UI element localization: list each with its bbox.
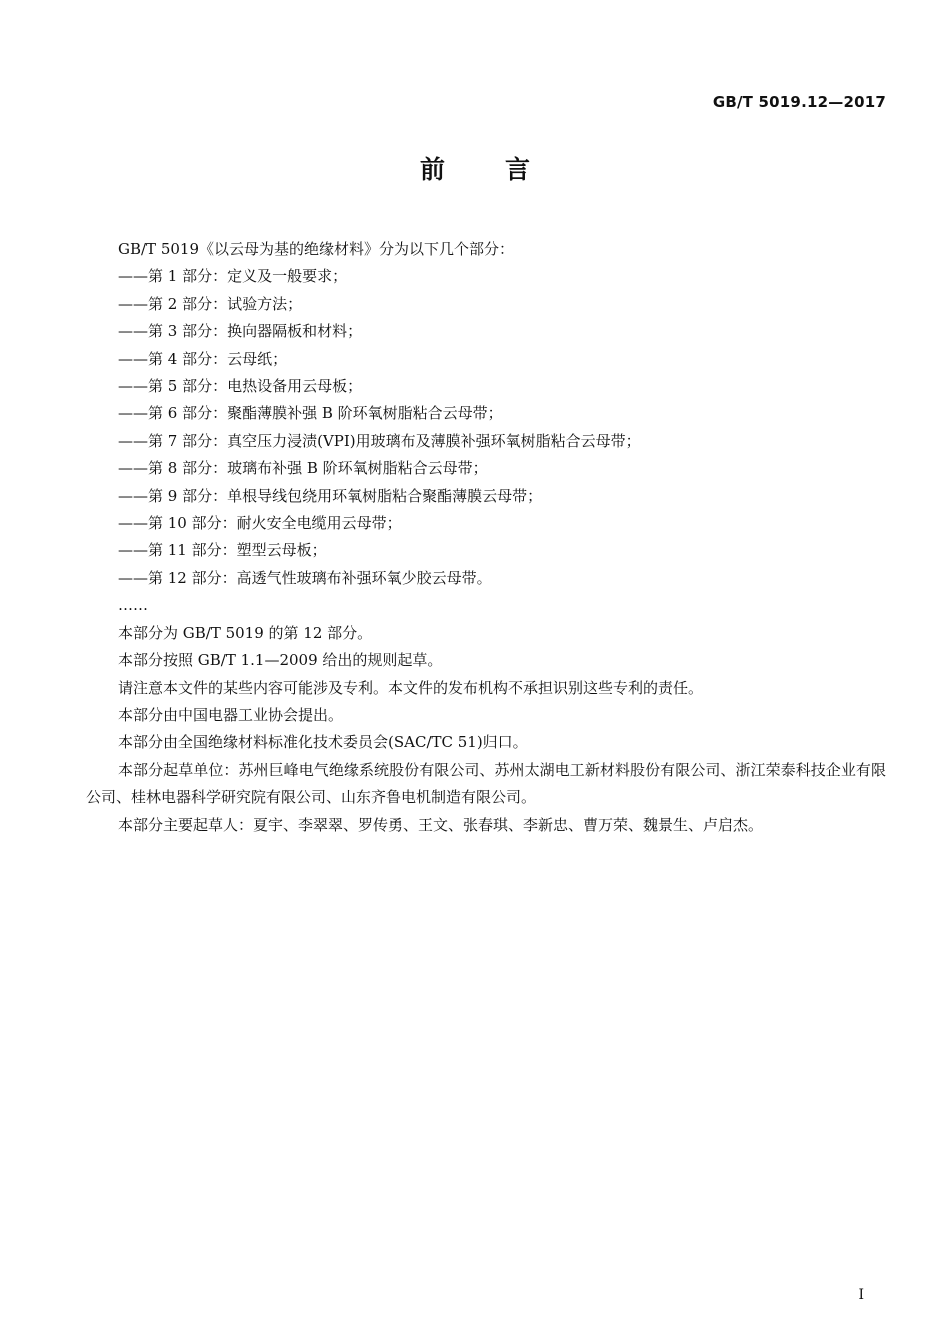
part-list-item: ——第 4 部分：云母纸； [118,349,288,368]
part-list-item: ——第 5 部分：电热设备用云母板； [118,377,363,396]
paragraph-drafters: 本部分主要起草人：夏宇、李翠翠、罗传勇、王文、张春琪、李新忠、曹万荣、魏景生、卢启杰。 [118,815,764,834]
page-title: 前言 [419,155,590,184]
paragraph-part-statement: 本部分为 GB/T 5019 的第 12 部分。 [118,623,373,642]
part-list-item: ——第 10 部分：耐火安全电缆用云母带； [118,514,402,533]
paragraph-patent-notice: 请注意本文件的某些内容可能涉及专利。本文件的发布机构不承担识别这些专利的责任。 [118,678,704,697]
intro-paragraph: GB/T 5019《以云母为基的绝缘材料》分为以下几个部分： [118,240,515,258]
part-list-item: ——第 3 部分：换向器隔板和材料； [118,322,363,341]
paragraph-proposer: 本部分由中国电器工业协会提出。 [118,705,344,724]
part-list-item: ——第 11 部分：塑型云母板； [118,541,327,560]
ellipsis: …… [118,596,148,615]
paragraph-drafting-rules: 本部分按照 GB/T 1.1—2009 给出的规则起草。 [118,651,443,670]
paragraph-drafting-units: 本部分起草单位：苏州巨峰电气绝缘系统股份有限公司、苏州太湖电工新材料股份有限公司、浙江荣泰科技企业有限公司、桂林电器科学研究院有限公司、山东齐鲁电机制造有限公司。 [86,760,886,807]
part-list-item: ——第 9 部分：单根导线包绕用环氧树脂粘合聚酯薄膜云母带； [118,486,543,505]
paragraph-technical-committee: 本部分由全国绝缘材料标准化技术委员会(SAC/TC 51)归口。 [118,733,528,752]
page-number: I [858,1287,864,1303]
part-list-item: ——第 2 部分：试验方法； [118,294,303,313]
part-list-item: ——第 8 部分：玻璃布补强 B 阶环氧树脂粘合云母带； [118,459,488,478]
foreword-body [86,236,886,839]
part-list-item: ——第 12 部分：高透气性玻璃布补强环氧少胶云母带。 [118,568,492,587]
part-list-item: ——第 1 部分：定义及一般要求； [118,267,348,286]
part-list-item: ——第 7 部分：真空压力浸渍(VPI)用玻璃布及薄膜补强环氧树脂粘合云母带； [118,431,641,450]
part-list-item: ——第 6 部分：聚酯薄膜补强 B 阶环氧树脂粘合云母带； [118,404,503,423]
standard-code: GB/T 5019.12—2017 [712,93,886,111]
